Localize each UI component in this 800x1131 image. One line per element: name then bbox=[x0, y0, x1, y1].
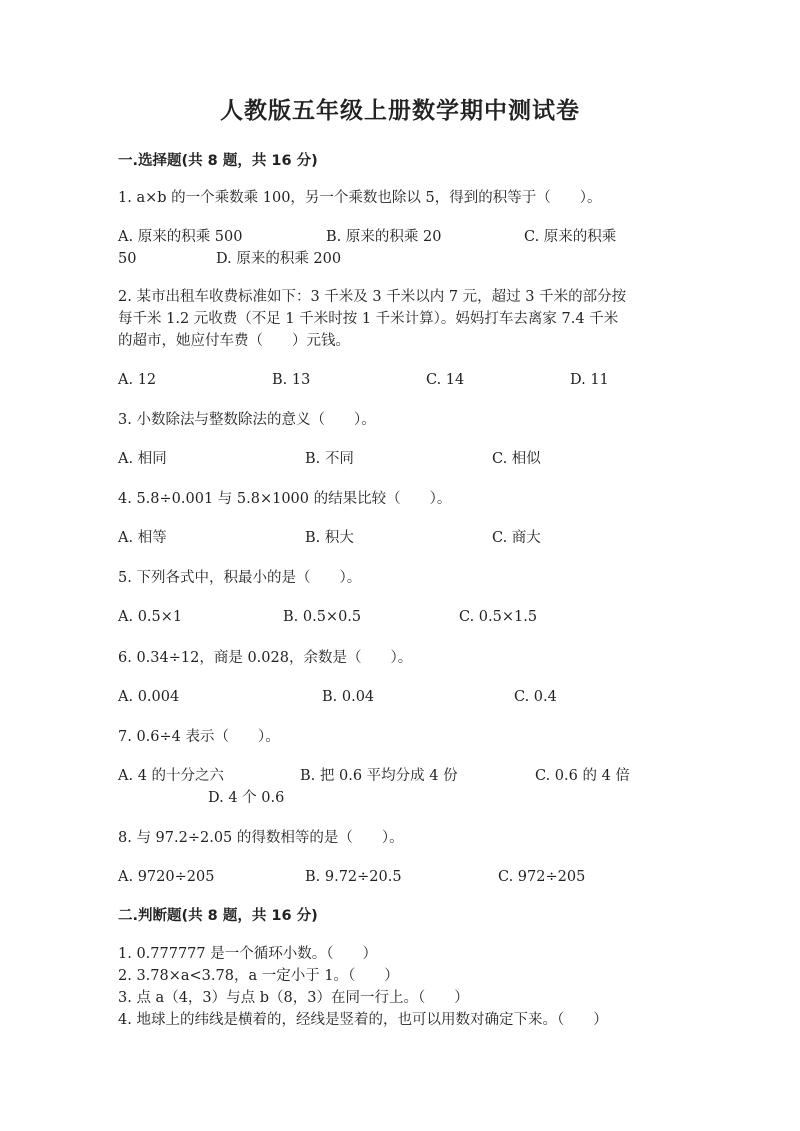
q3-option-b: B. 不同 bbox=[305, 451, 354, 467]
question-2-line-2: 每千米 1.2 元收费（不足 1 千米时按 1 千米计算）。妈妈打车去离家 7.4 千米 bbox=[118, 311, 619, 327]
q3-option-c: C. 相似 bbox=[492, 451, 541, 467]
q8-option-c: C. 972÷205 bbox=[498, 869, 586, 885]
question-2-line-1: 2. 某市出租车收费标准如下：3 千米及 3 千米以内 7 元，超过 3 千米的部分按 bbox=[118, 289, 627, 305]
q6-option-b: B. 0.04 bbox=[322, 689, 375, 705]
q4-option-c: C. 商大 bbox=[492, 530, 541, 546]
q4-option-a: A. 相等 bbox=[118, 530, 167, 546]
q2-option-a: A. 12 bbox=[118, 372, 157, 388]
q2-option-b: B. 13 bbox=[272, 372, 311, 388]
q5-option-a: A. 0.5×1 bbox=[118, 609, 183, 625]
q6-option-c: C. 0.4 bbox=[514, 689, 557, 705]
q1-option-d: D. 原来的积乘 200 bbox=[216, 251, 342, 267]
q8-option-b: B. 9.72÷20.5 bbox=[305, 869, 402, 885]
q6-option-a: A. 0.004 bbox=[118, 689, 180, 705]
q1-option-c-continued: 50 bbox=[118, 251, 137, 267]
question-5-text: 5. 下列各式中，积最小的是（ ）。 bbox=[118, 570, 362, 586]
q1-option-c: C. 原来的积乘 bbox=[524, 229, 617, 245]
judgment-item-1: 1. 0.777777 是一个循环小数。（ ） bbox=[118, 946, 377, 962]
question-2-line-3: 的超市，她应付车费（ ）元钱。 bbox=[118, 333, 350, 349]
q3-option-a: A. 相同 bbox=[118, 451, 167, 467]
q8-option-a: A. 9720÷205 bbox=[118, 869, 215, 885]
judgment-item-3: 3. 点 a（4，3）与点 b（8，3）在同一行上。（ ） bbox=[118, 990, 469, 1006]
question-7-text: 7. 0.6÷4 表示（ ）。 bbox=[118, 729, 280, 745]
q2-option-d: D. 11 bbox=[570, 372, 609, 388]
question-6-text: 6. 0.34÷12，商是 0.028，余数是（ ）。 bbox=[118, 650, 413, 666]
section-heading-judgment: 二.判断题(共 8 题，共 16 分) bbox=[118, 908, 318, 924]
page-title: 人教版五年级上册数学期中测试卷 bbox=[220, 98, 580, 124]
q1-option-b: B. 原来的积乘 20 bbox=[326, 229, 442, 245]
q1-option-a: A. 原来的积乘 500 bbox=[118, 229, 243, 245]
section-heading-choice: 一.选择题(共 8 题，共 16 分) bbox=[118, 153, 318, 169]
question-8-text: 8. 与 97.2÷2.05 的得数相等的是（ ）。 bbox=[118, 830, 404, 846]
question-3-text: 3. 小数除法与整数除法的意义（ ）。 bbox=[118, 412, 376, 428]
q7-option-b: B. 把 0.6 平均分成 4 份 bbox=[300, 768, 458, 784]
q7-option-a: A. 4 的十分之六 bbox=[118, 768, 225, 784]
judgment-item-4: 4. 地球上的纬线是横着的，经线是竖着的，也可以用数对确定下来。（ ） bbox=[118, 1012, 608, 1028]
question-4-text: 4. 5.8÷0.001 与 5.8×1000 的结果比较（ ）。 bbox=[118, 491, 452, 507]
q2-option-c: C. 14 bbox=[426, 372, 465, 388]
q5-option-c: C. 0.5×1.5 bbox=[459, 609, 538, 625]
q7-option-c: C. 0.6 的 4 倍 bbox=[535, 768, 630, 784]
q5-option-b: B. 0.5×0.5 bbox=[283, 609, 362, 625]
q4-option-b: B. 积大 bbox=[305, 530, 354, 546]
judgment-item-2: 2. 3.78×a<3.78，a 一定小于 1。（ ） bbox=[118, 968, 399, 984]
q7-option-d: D. 4 个 0.6 bbox=[208, 790, 285, 806]
question-1-text: 1. a×b 的一个乘数乘 100，另一个乘数也除以 5，得到的积等于（ ）。 bbox=[118, 190, 602, 206]
